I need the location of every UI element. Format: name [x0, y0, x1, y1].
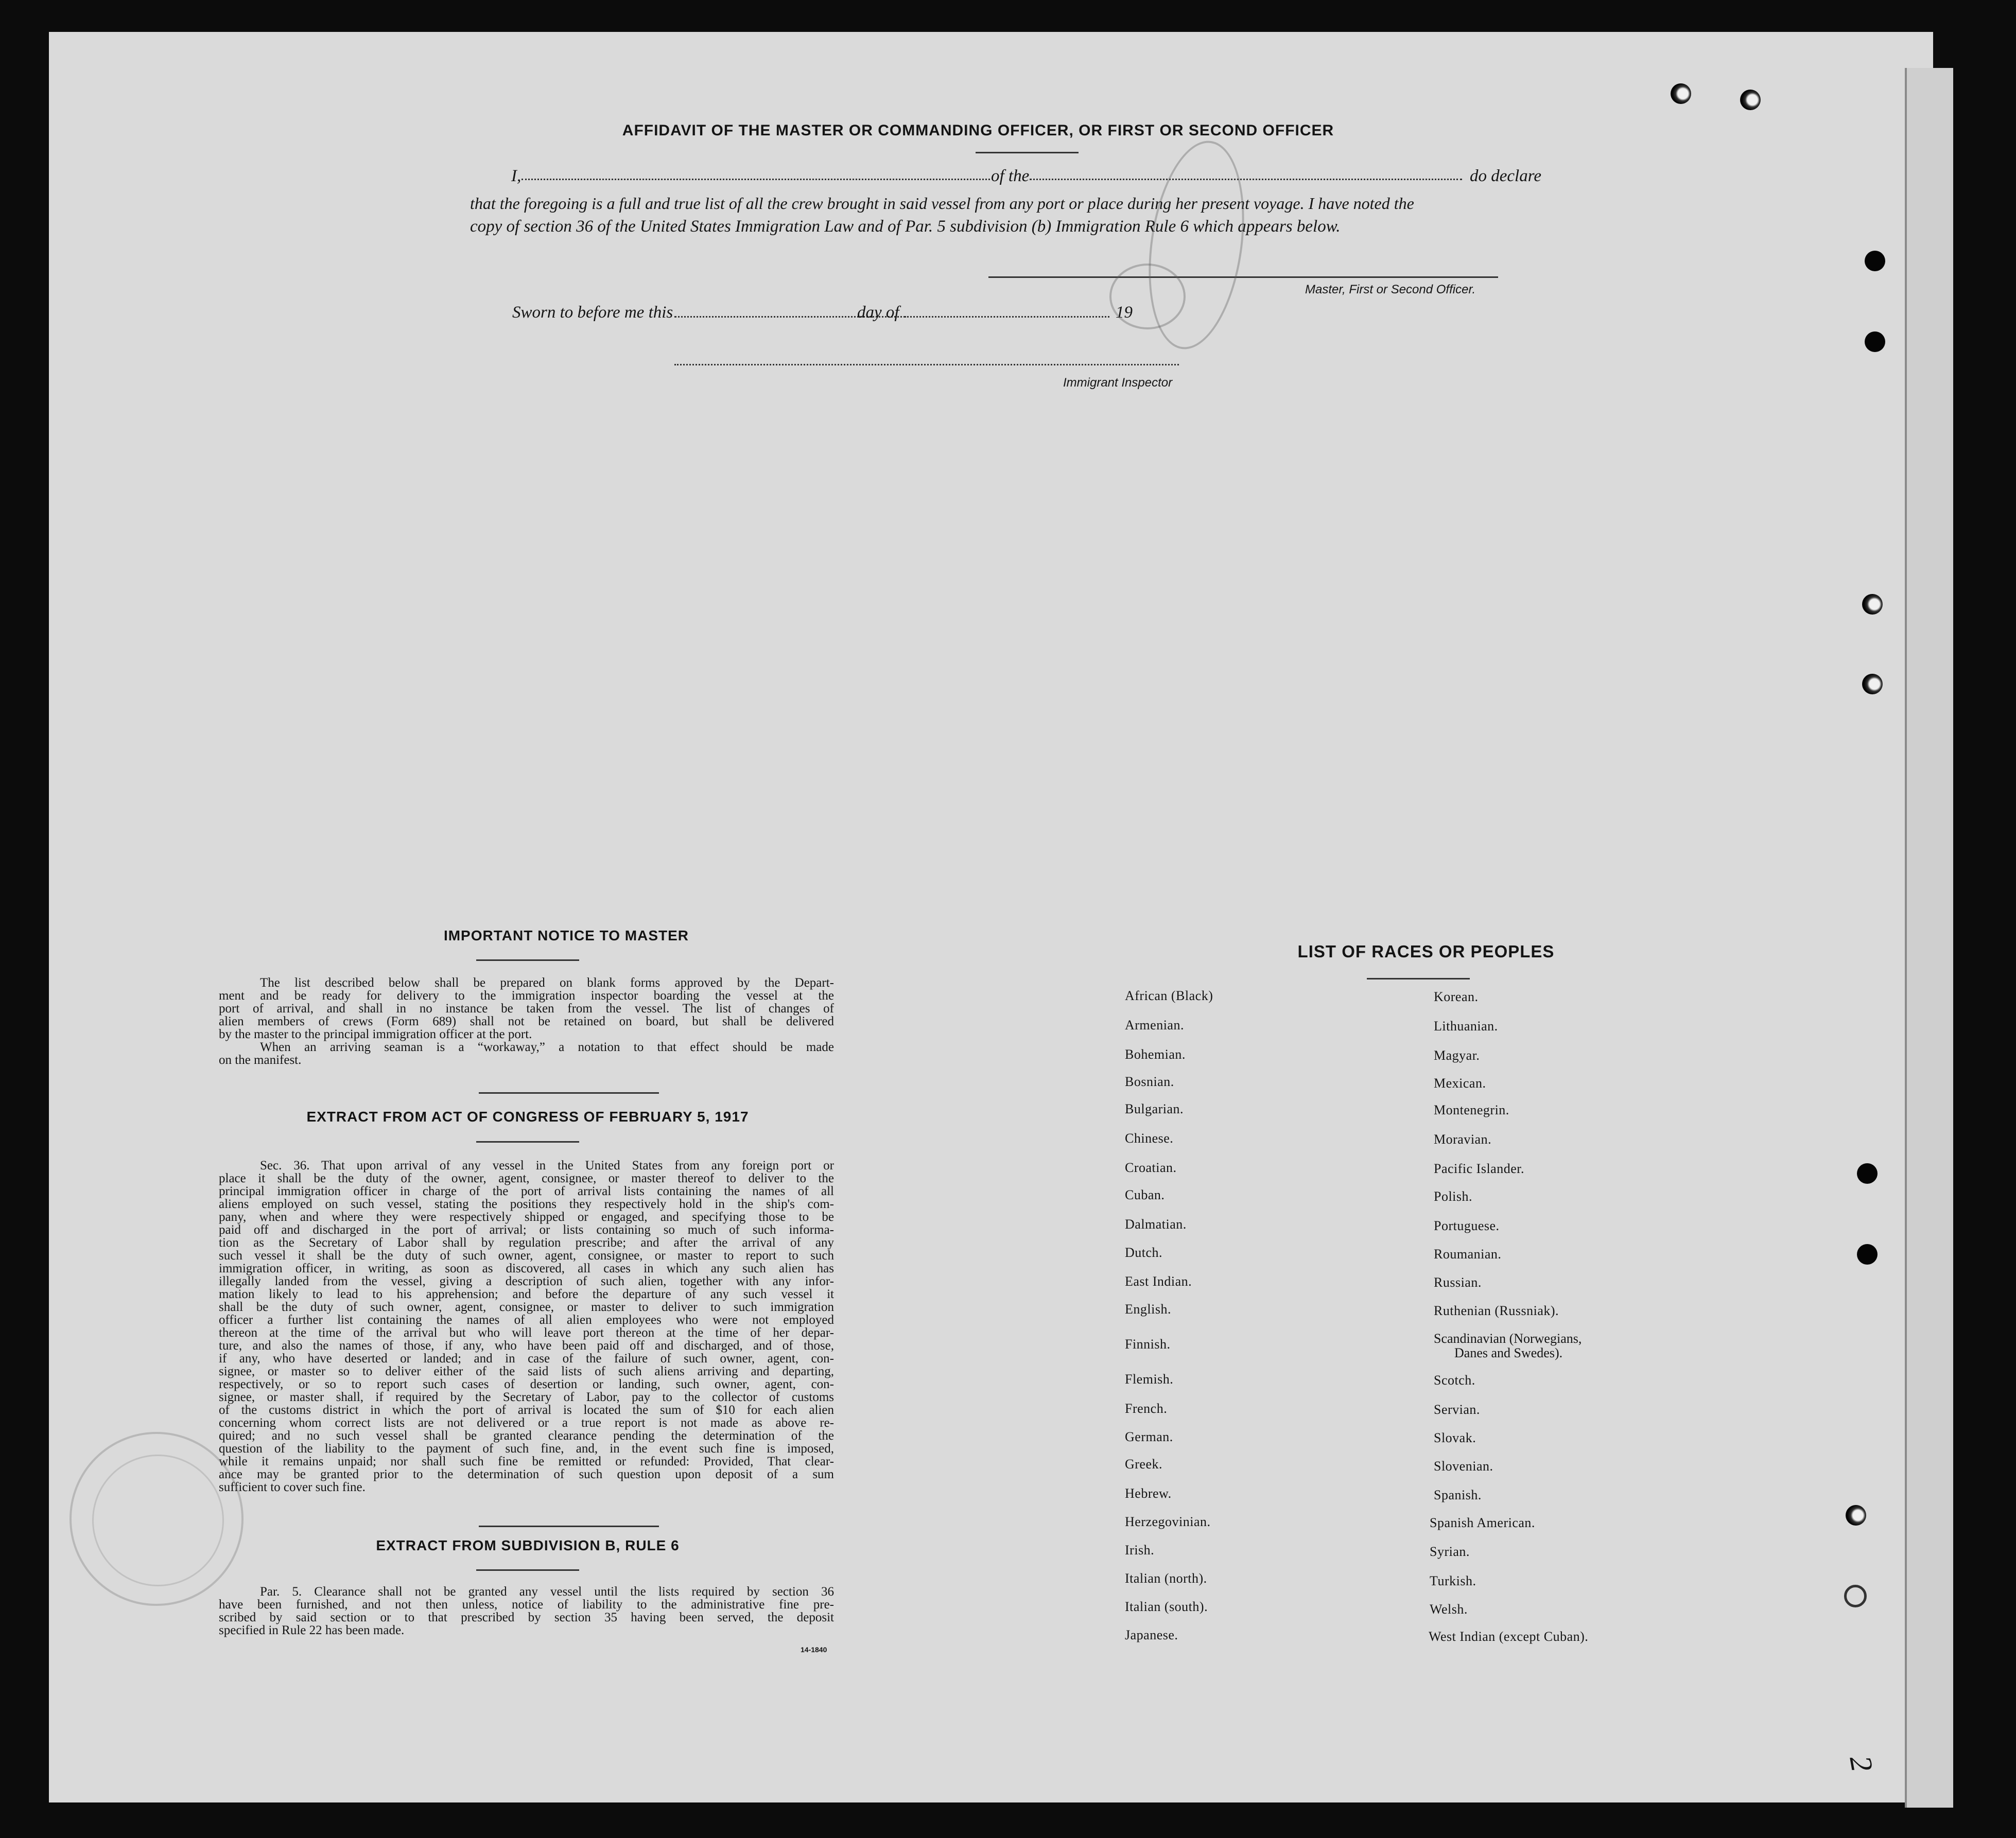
affidavit-i-label: I,	[511, 167, 522, 185]
notice-line: When an arriving seaman is a “workaway,” a notation to that effect should be made	[260, 1040, 834, 1054]
race-item: German.	[1125, 1429, 1173, 1444]
binder-hole	[1862, 674, 1883, 694]
master-caption: Master, First or Second Officer.	[1305, 283, 1476, 296]
sworn-month-line	[903, 316, 1109, 318]
race-item: Scotch.	[1434, 1373, 1475, 1388]
act-line: ture, and also the names of those, if any, who have been paid off and discharged, and of those,	[219, 1339, 834, 1353]
act-line: of the customs district in which the port of arrival is located the sum of $10 for each alien	[219, 1403, 834, 1417]
race-item: Pacific Islander.	[1434, 1161, 1524, 1176]
race-item: Bohemian.	[1125, 1047, 1186, 1062]
seal-inner-ring	[92, 1455, 224, 1586]
pencil-mark	[1109, 264, 1186, 329]
extract-act-divider	[476, 1141, 579, 1143]
act-line: Sec. 36. That upon arrival of any vessel in the United States from any foreign port or	[260, 1159, 834, 1172]
affidavit-declare-label: do declare	[1470, 167, 1541, 185]
act-line: such vessel it shall be the duty of such owner, agent, consignee, or master to report to such	[219, 1249, 834, 1263]
section-divider	[479, 1092, 659, 1094]
notice-line: alien members of crews (Form 689) shall not be retained on board, but shall be delivered	[219, 1014, 834, 1028]
race-item: Flemish.	[1125, 1372, 1174, 1387]
notice-divider	[476, 959, 579, 961]
name-field-line	[522, 179, 990, 180]
race-item: Turkish.	[1430, 1573, 1476, 1588]
act-line: ance may be granted prior to the determination of such question upon deposit of a sum	[219, 1467, 834, 1481]
act-line: concerning whom correct lists are not delivered or a true report is not made as above re-	[219, 1416, 834, 1430]
race-item: Moravian.	[1434, 1132, 1492, 1147]
race-item: Chinese.	[1125, 1131, 1174, 1146]
act-line: sufficient to cover such fine.	[219, 1480, 366, 1494]
notice-title: IMPORTANT NOTICE TO MASTER	[443, 927, 689, 943]
act-line: while it remains unpaid; nor shall such fine be remitted or refunded: Provided, That clear-	[219, 1455, 834, 1468]
race-item: Finnish.	[1125, 1337, 1171, 1352]
race-item: Slovenian.	[1434, 1459, 1493, 1474]
race-item: Russian.	[1434, 1275, 1482, 1290]
binder-hole	[1862, 594, 1883, 615]
race-item: Cuban.	[1125, 1187, 1165, 1202]
binder-hole	[1671, 83, 1691, 104]
race-item: Italian (north).	[1125, 1571, 1207, 1586]
race-item: Italian (south).	[1125, 1599, 1208, 1614]
races-divider	[1367, 978, 1470, 979]
act-line: illegally landed from the vessel, giving a description of such alien, together with any infor-	[219, 1274, 834, 1288]
act-line: signee, or master so to deliver either of the said lists of such aliens arriving and departing,	[219, 1364, 834, 1378]
act-line: mation likely to lead to his apprehension; and before the departure of any such vessel it	[219, 1287, 834, 1301]
binder-hole	[1740, 90, 1761, 110]
act-line: signee, or master shall, if required by the Secretary of Labor, pay to the collector of customs	[219, 1390, 834, 1404]
race-item: Hebrew.	[1125, 1486, 1172, 1501]
act-line: aliens employed on such vessel, stating the positions they respectively hold in the ship's com-	[219, 1197, 834, 1211]
act-line: immigration officer, in writing, as soon as discovered, all cases in which any such alien has	[219, 1262, 834, 1275]
page-edge	[1905, 68, 1953, 1808]
act-line: respectively, or so to report such cases of desertion or landing, such owner, agent, con-	[219, 1377, 834, 1391]
notice-body	[219, 976, 834, 1066]
act-line: tion as the Secretary of Labor shall by regulation prescribe; and after the arrival of any	[219, 1236, 834, 1250]
affidavit-title: AFFIDAVIT OF THE MASTER OR COMMANDING OFFICER, OR FIRST OR SECOND OFFICER	[622, 122, 1334, 139]
race-item: West Indian (except Cuban).	[1429, 1629, 1589, 1644]
act-line: principal immigration officer in charge of the port of arrival lists containing the names of all	[219, 1184, 834, 1198]
binder-hole	[1857, 1163, 1878, 1184]
race-item: East Indian.	[1125, 1274, 1192, 1289]
race-item: Magyar.	[1434, 1048, 1480, 1063]
race-item: Roumanian.	[1434, 1247, 1502, 1262]
race-item: Mexican.	[1434, 1076, 1486, 1091]
rule-line: scribed by said section or to that prescribed by section 35 having been served, the deposit	[219, 1611, 834, 1624]
document-sheet	[49, 32, 1933, 1802]
act-line: thereon at the time of the arrival but who will leave port thereon at the time of her depar-	[219, 1326, 834, 1340]
affidavit-statement-line3: copy of section 36 of the United States Immigration Law and of Par. 5 subdivision (b) Immigration Rule 6 which appears below.	[470, 217, 1341, 236]
race-item: Servian.	[1434, 1402, 1480, 1417]
race-item: Scandinavian (Norwegians,	[1434, 1331, 1582, 1346]
vessel-field-line	[1030, 179, 1462, 180]
race-item-multiline	[1434, 1332, 1581, 1360]
race-item: Spanish American.	[1430, 1515, 1535, 1530]
race-item: Syrian.	[1430, 1544, 1470, 1559]
act-line: paid off and discharged in the port of arrival; or lists containing so much of such informa-	[219, 1223, 834, 1237]
race-item: Armenian.	[1125, 1018, 1184, 1032]
binder-hole	[1865, 331, 1885, 352]
act-line: question of the liability to the payment of such fine, and, in the event such fine is imposed,	[219, 1442, 834, 1456]
race-item: French.	[1125, 1401, 1168, 1416]
act-line: place it shall be the duty of the owner, agent, consignee, or master thereof to deliver to the	[219, 1171, 834, 1185]
races-title: LIST OF RACES OR PEOPLES	[1297, 942, 1555, 961]
sworn-label: Sworn to before me this	[512, 303, 673, 322]
race-item: Montenegrin.	[1434, 1102, 1509, 1117]
race-item: Irish.	[1125, 1543, 1155, 1557]
master-signature-line	[988, 276, 1498, 278]
notice-line: The list described below shall be prepared on blank forms approved by the Depart-	[260, 976, 834, 990]
race-item: Lithuanian.	[1434, 1019, 1498, 1034]
race-item: Herzegovinian.	[1125, 1514, 1211, 1529]
title-divider	[976, 152, 1079, 153]
race-item: Dalmatian.	[1125, 1217, 1187, 1232]
binder-hole	[1865, 251, 1885, 271]
margin-page-mark: 2	[1843, 1753, 1880, 1774]
extract-rule-title: EXTRACT FROM SUBDIVISION B, RULE 6	[376, 1537, 680, 1553]
race-item: Dutch.	[1125, 1245, 1163, 1260]
act-line: if any, who have deserted or landed; and in case of the failure of such owner, agent, con-	[219, 1352, 834, 1366]
race-item: Korean.	[1434, 989, 1479, 1004]
affidavit-statement-line2: that the foregoing is a full and true list of all the crew brought in said vessel from any port or place during her present voyage. I have noted the	[470, 194, 1414, 213]
race-item: Spanish.	[1434, 1487, 1482, 1502]
notice-line: ment and be ready for delivery to the immigration inspector boarding the vessel at the	[219, 989, 834, 1003]
binder-hole	[1846, 1505, 1866, 1526]
act-line: officer a further list containing the names of all alien employees who were not employed	[219, 1313, 834, 1327]
race-item: Croatian.	[1125, 1160, 1177, 1175]
act-line: quired; and no such vessel shall be granted clearance pending the determination of the	[219, 1429, 834, 1443]
inspector-caption: Immigrant Inspector	[1063, 376, 1173, 390]
extract-rule-divider	[476, 1569, 579, 1571]
binder-hole	[1857, 1244, 1878, 1265]
race-item: Greek.	[1125, 1457, 1163, 1472]
inspector-signature-line	[674, 364, 1179, 365]
form-number: 14-1840	[801, 1646, 827, 1654]
extract-rule-body	[219, 1585, 834, 1637]
notice-line: port of arrival, and shall in no instance be taken from the vessel. The list of changes of	[219, 1002, 834, 1016]
race-item-continuation: Danes and Swedes).	[1454, 1345, 1563, 1360]
race-item: African (Black)	[1125, 988, 1213, 1003]
affidavit-of-label: of the	[991, 167, 1030, 185]
seal-stamp	[69, 1432, 244, 1606]
notice-line: on the manifest.	[219, 1053, 302, 1067]
race-item: Bosnian.	[1125, 1074, 1174, 1089]
race-item: Portuguese.	[1434, 1218, 1500, 1233]
extract-act-body	[219, 1159, 834, 1494]
race-item: Ruthenian (Russniak).	[1434, 1303, 1559, 1318]
rule-line: Par. 5. Clearance shall not be granted any vessel until the lists required by section 36	[260, 1585, 834, 1599]
race-item: English.	[1125, 1302, 1171, 1317]
year-prefix: 19	[1116, 303, 1133, 322]
day-of-label: day of	[857, 303, 899, 322]
race-item: Welsh.	[1430, 1602, 1468, 1617]
race-item: Slovak.	[1434, 1430, 1476, 1445]
section-divider	[479, 1526, 659, 1527]
extract-act-title: EXTRACT FROM ACT OF CONGRESS OF FEBRUARY 5, 1917	[306, 1109, 749, 1125]
binder-hole	[1844, 1585, 1867, 1607]
rule-line: specified in Rule 22 has been made.	[219, 1623, 405, 1637]
race-item: Japanese.	[1125, 1627, 1178, 1642]
rule-line: have been furnished, and not then unless, notice of liability to the administrative fine pre-	[219, 1598, 834, 1612]
race-item: Bulgarian.	[1125, 1101, 1184, 1116]
act-line: pany, when and where they were respectively shipped or engaged, and specifying those to be	[219, 1210, 834, 1224]
race-item: Polish.	[1434, 1189, 1473, 1204]
act-line: shall be the duty of such owner, agent, consignee, or master to deliver to such immigration	[219, 1300, 834, 1314]
notice-line: by the master to the principal immigration officer at the port.	[219, 1027, 532, 1041]
